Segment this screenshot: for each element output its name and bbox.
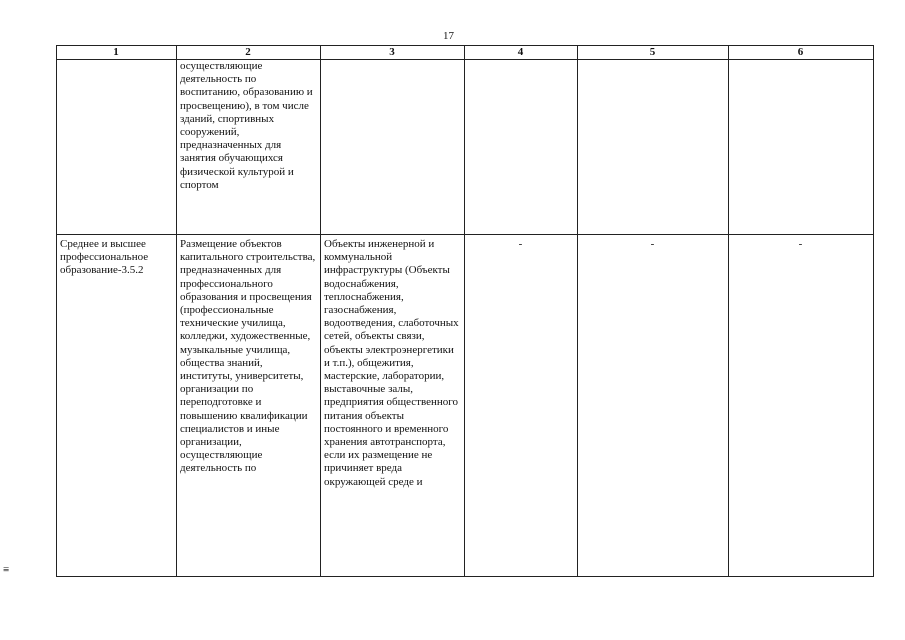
cell-col-6 [729,60,874,235]
cell-col-5: - [578,235,729,577]
header-col-5: 5 [578,46,729,60]
header-col-4: 4 [465,46,578,60]
header-col-3: 3 [321,46,465,60]
cell-col-6: - [729,235,874,577]
cell-type [57,60,177,235]
table-row [57,235,874,577]
margin-mark: ≡ [3,564,10,576]
cell-type: Среднее и высшее профессиональное образование-3.5.2 [57,235,177,577]
cell-auxiliary [321,60,465,235]
cell-col-4: - [465,235,578,577]
cell-col-4 [465,60,578,235]
cell-description: Размещение объектов капитального строительства, предназначенных для профессионального образования и просвещения (профессиональные технические училища, колледжи, художественные, музыкальные училища, общества знаний, институты, университеты, организации по переподготовке и повышению квалификации специалистов и иные организации, осуществляющие деятельность по [177,235,321,577]
table-row [57,60,874,235]
header-col-1: 1 [57,46,177,60]
header-row [57,46,874,60]
header-col-6: 6 [729,46,874,60]
page-number: 17 [443,30,454,42]
cell-col-5 [578,60,729,235]
cell-auxiliary: Объекты инженерной и коммунальной инфраструктуры (Объекты водоснабжения, теплоснабжения, газоснабжения, водоотведения, слаботочных сетей, объекты связи, объекты электроэнергетики и т.п.), общежития, мастерские, лаборатории, выставочные залы, предприятия общественного питания объекты постоянного и временного хранения автотранспорта, если их размещение не причиняет вреда окружающей среде и [321,235,465,577]
cell-description: осуществляющие деятельность по воспитанию, образованию и просвещению), в том числе зданий, спортивных сооружений, предназначенных для занятия обучающихся физической культурой и спортом [177,60,321,235]
regulation-table [56,45,874,577]
header-col-2: 2 [177,46,321,60]
